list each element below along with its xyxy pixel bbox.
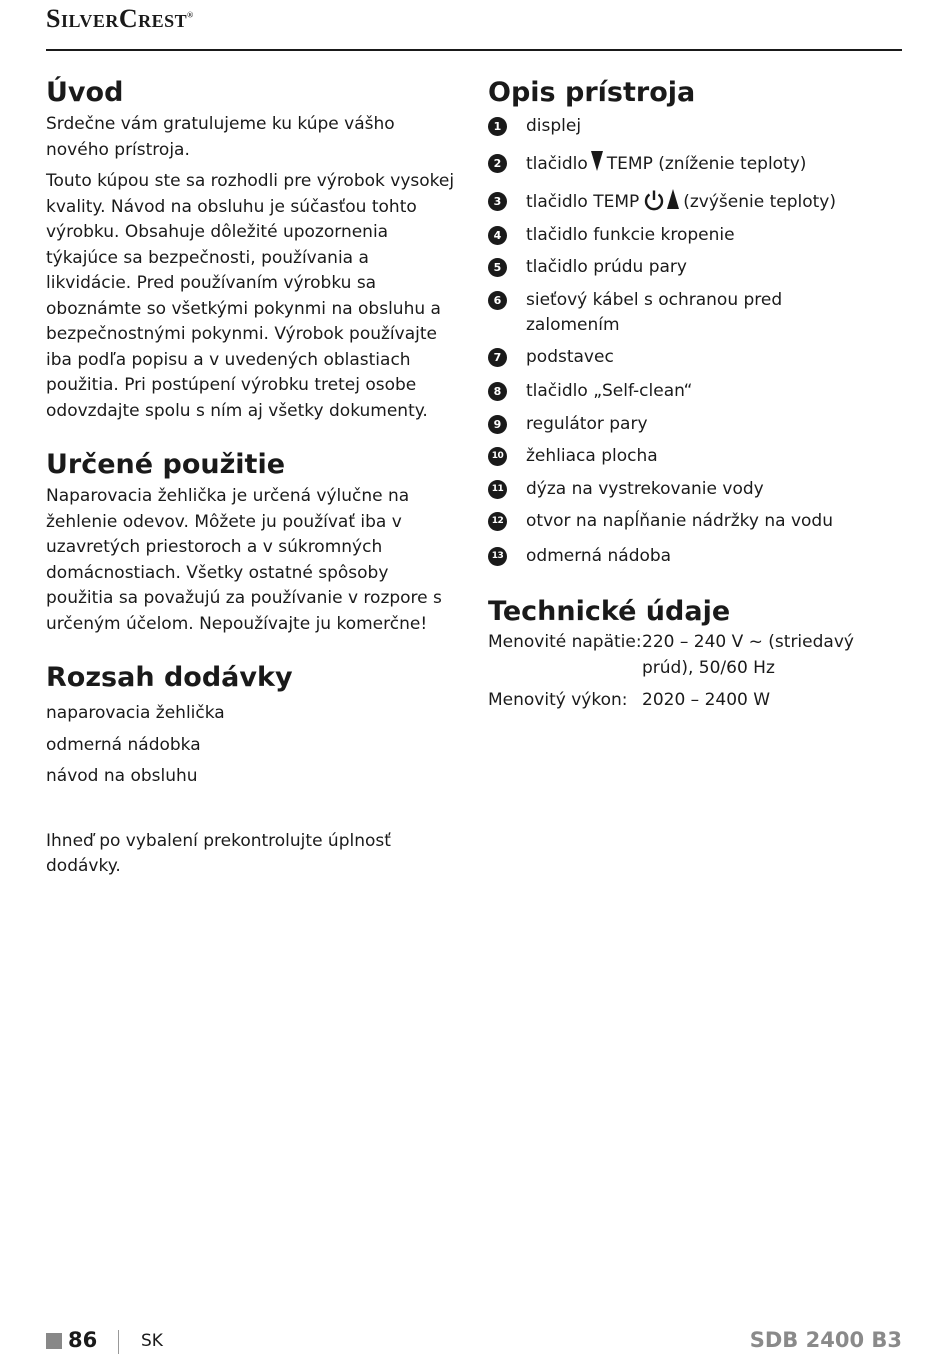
- intended-use-paragraph: Naparovacia žehlička je určená výlučne na žehlenie odevov. Môžete ju používať iba v uzavretých priestoroch a v súkromných domácnostiach. Všetky ostatné spôsoby použitia sa považujú za používanie v rozpore s určeným účelom. Nepoužívajte ju komerčne!: [46, 486, 442, 634]
- item-text: sieťový kábel s ochranou pred zalomením: [526, 289, 783, 335]
- tech-label: Menovitý výkon:: [488, 690, 628, 710]
- item-number: 13: [488, 547, 507, 566]
- parts-list: [488, 114, 908, 569]
- tech-row: [488, 630, 908, 681]
- list-item: [488, 288, 908, 339]
- list-item: [488, 223, 908, 249]
- registered-mark: ®: [187, 10, 194, 20]
- intro-heading: Úvod: [46, 77, 124, 108]
- right-column: [488, 76, 908, 714]
- list-item: [488, 544, 908, 570]
- technical-data-section: [488, 595, 908, 714]
- list-item: [488, 477, 908, 503]
- item-number: 4: [488, 226, 507, 245]
- item-text: žehliaca plocha: [526, 446, 658, 466]
- item-text-pre: tlačidlo TEMP: [526, 192, 640, 212]
- temp-up-icon: [667, 189, 679, 209]
- item-number: 12: [488, 512, 507, 531]
- item-text: tlačidlo „Self-clean“: [526, 381, 693, 401]
- intro-section: [46, 76, 456, 424]
- list-item: [488, 444, 908, 470]
- delivery-section: [46, 661, 456, 880]
- list-item: [488, 189, 908, 216]
- item-text: tlačidlo funkcie kropenie: [526, 224, 735, 245]
- model-number: SDB 2400 B3: [749, 1328, 902, 1352]
- item-text: [526, 189, 908, 216]
- language-code: SK: [141, 1331, 163, 1351]
- intro-paragraph-2: Touto kúpou ste sa rozhodli pre výrobok vysokej kvality. Návod na obsluhu je súčasťou tohto výrobku. Obsahuje dôležité upozornenia týkajúce sa bezpečnosti, používania a likvidácie. Pred používaním výrobku sa oboznámte so všetkými pokynmi na obsluhu a bezpečnostnými pokynmi. Výrobok používajte iba podľa popisu a v uvedených oblastiach použitia. Pri postúpení výrobku tretej osobe odovzdajte spolu s ním aj všetky dokumenty.: [46, 171, 455, 421]
- brand-logo: SilverCrest®: [46, 4, 194, 33]
- item-text: tlačidlo prúdu pary: [526, 257, 687, 277]
- list-item: [488, 345, 908, 371]
- item-number: 8: [488, 382, 507, 401]
- list-item: [488, 412, 908, 438]
- left-column: [46, 76, 456, 880]
- footer-divider: [118, 1330, 119, 1354]
- list-item: [488, 255, 908, 281]
- delivery-item: naparovacia žehlička: [46, 703, 225, 723]
- item-number: 1: [488, 117, 507, 136]
- power-icon: [643, 189, 665, 211]
- technical-data-heading: Technické údaje: [488, 596, 731, 627]
- item-number: 7: [488, 348, 507, 367]
- intended-use-heading: Určené použitie: [46, 449, 286, 480]
- header-rule: [46, 49, 902, 51]
- item-text: odmerná nádoba: [526, 545, 672, 566]
- item-number: 11: [488, 480, 507, 499]
- delivery-item: odmerná nádobka: [46, 734, 201, 755]
- tech-value: 2020 – 2400 W: [642, 690, 771, 710]
- device-description-heading: Opis prístroja: [488, 77, 696, 108]
- intro-paragraph-1: Srdečne vám gratulujeme ku kúpe vášho nového prístroja.: [46, 114, 395, 160]
- item-text: [526, 151, 908, 178]
- item-text: regulátor pary: [526, 413, 648, 434]
- list-item: [488, 151, 908, 178]
- item-text-post: (zvýšenie teploty): [683, 192, 837, 212]
- delivery-item: návod na obsluhu: [46, 766, 198, 786]
- device-description-section: [488, 76, 908, 569]
- list-item: [488, 379, 908, 405]
- item-text: otvor na napĺňanie nádržky na vodu: [526, 511, 833, 531]
- list-item: [488, 509, 908, 535]
- item-text: dýza na vystrekovanie vody: [526, 478, 764, 499]
- item-number: 5: [488, 258, 507, 277]
- item-text-post: TEMP (zníženie teploty): [606, 153, 807, 174]
- intended-use-section: [46, 448, 456, 637]
- page-number: 86: [68, 1328, 98, 1352]
- item-number: 9: [488, 415, 507, 434]
- footer-square-marker: [46, 1333, 62, 1349]
- tech-label: Menovité napätie:: [488, 632, 642, 652]
- delivery-note: Ihneď po vybalení prekontrolujte úplnosť dodávky.: [46, 830, 391, 876]
- tech-value: 220 – 240 V ~ (striedavý prúd), 50/60 Hz: [642, 632, 854, 678]
- tech-row: [488, 688, 908, 714]
- item-text-pre: tlačidlo: [526, 153, 588, 174]
- item-number: 10: [488, 447, 507, 466]
- item-text: podstavec: [526, 346, 614, 367]
- item-number: 2: [488, 154, 507, 173]
- list-item: [488, 114, 908, 140]
- temp-down-icon: [591, 151, 603, 171]
- delivery-heading: Rozsah dodávky: [46, 662, 293, 693]
- item-number: 3: [488, 192, 507, 211]
- item-number: 6: [488, 291, 507, 310]
- item-text: displej: [526, 116, 582, 136]
